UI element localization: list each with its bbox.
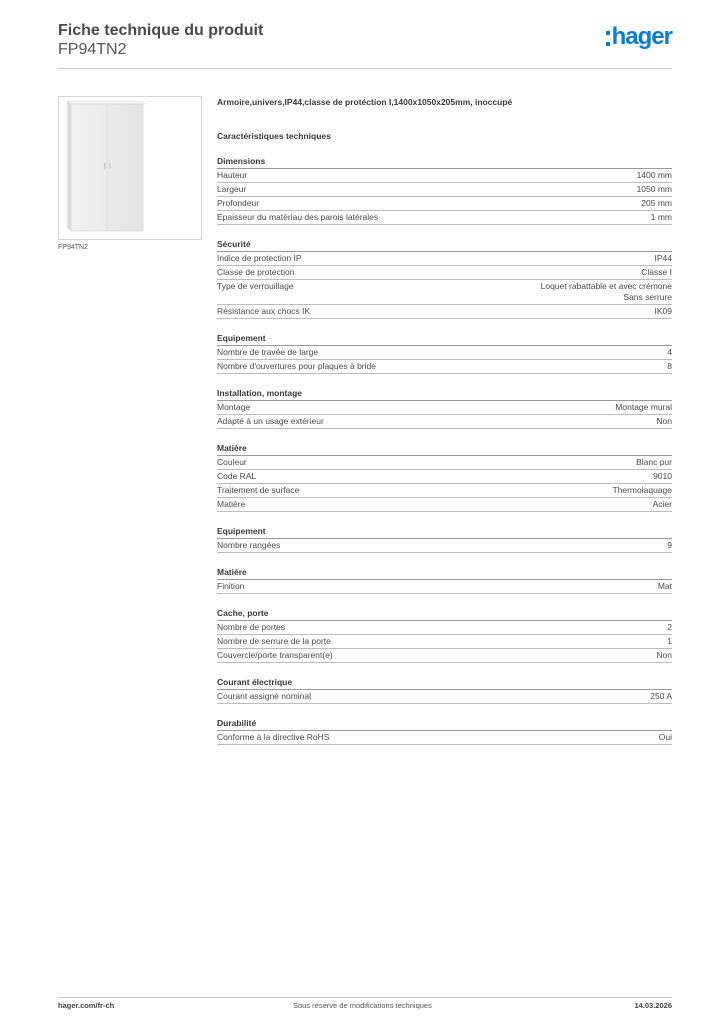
- section-title: Durabilité: [217, 717, 672, 731]
- spec-section: [217, 566, 672, 594]
- hager-logo: [606, 24, 672, 50]
- page-header: [58, 20, 672, 69]
- spec-label: Couleur: [217, 457, 247, 467]
- page-title: Fiche technique du produit: [58, 22, 264, 39]
- spec-value: 1: [667, 636, 672, 646]
- footer-disclaimer: Sous réserve de modifications techniques: [293, 1001, 432, 1010]
- spec-label: Nombre de serrure de la porte: [217, 636, 331, 646]
- spec-row: [217, 197, 672, 211]
- spec-label: Nombre de travée de large: [217, 347, 319, 357]
- logo-dots-icon: [606, 31, 610, 46]
- spec-row: [217, 415, 672, 429]
- spec-row: [217, 635, 672, 649]
- spec-section: [217, 238, 672, 319]
- spec-section: [217, 155, 672, 225]
- spec-section: [217, 607, 672, 663]
- spec-row: [217, 305, 672, 319]
- spec-value: 2: [667, 622, 672, 632]
- spec-value: Non: [656, 416, 672, 426]
- cabinet-illustration: [59, 97, 201, 239]
- spec-value: Blanc pur: [636, 457, 672, 467]
- spec-label: Nombre rangées: [217, 540, 281, 550]
- spec-label: Type de verrouillage: [217, 281, 294, 291]
- spec-row: [217, 360, 672, 374]
- section-title: Sécurité: [217, 238, 672, 252]
- spec-row: [217, 169, 672, 183]
- spec-value: Classe I: [641, 267, 672, 277]
- spec-row: [217, 183, 672, 197]
- spec-label: Courant assigné nominal: [217, 691, 312, 701]
- spec-section: [217, 332, 672, 374]
- spec-label: Montage: [217, 402, 251, 412]
- spec-value: 9010: [653, 471, 672, 481]
- footer-website: hager.com/fr-ch: [58, 1001, 115, 1010]
- spec-label: Couvercle/porte transparent(e): [217, 650, 333, 660]
- spec-row: [217, 470, 672, 484]
- spec-row: [217, 731, 672, 745]
- section-title: Courant électrique: [217, 676, 672, 690]
- spec-label: Hauteur: [217, 170, 248, 180]
- spec-label: Largeur: [217, 184, 247, 194]
- spec-label: Conforme à la directive RoHS: [217, 732, 330, 742]
- spec-section: [217, 387, 672, 429]
- spec-label: Finition: [217, 581, 245, 591]
- product-reference: FP94TN2: [58, 41, 127, 58]
- spec-section: [217, 717, 672, 745]
- spec-value: IK09: [654, 306, 672, 316]
- product-image: [58, 96, 202, 240]
- spec-value: Montage mural: [615, 402, 672, 412]
- spec-content: [217, 96, 672, 745]
- section-title: Installation, montage: [217, 387, 672, 401]
- spec-label: Nombre de portes: [217, 622, 286, 632]
- section-title: Equipement: [217, 525, 672, 539]
- spec-value: 9: [667, 540, 672, 550]
- spec-value: 205 mm: [641, 198, 672, 208]
- spec-value: Oui: [658, 732, 672, 742]
- spec-section: [217, 442, 672, 512]
- spec-label: Code RAL: [217, 471, 257, 481]
- section-title: Equipement: [217, 332, 672, 346]
- spec-row: [217, 621, 672, 635]
- logo-text: hager: [611, 23, 672, 50]
- spec-row: [217, 498, 672, 512]
- spec-row: [217, 401, 672, 415]
- spec-label: Indice de protection IP: [217, 253, 302, 263]
- section-title: Matière: [217, 566, 672, 580]
- spec-label: Epaisseur du matériau des parois latérales: [217, 212, 379, 222]
- spec-label: Résistance aux chocs IK: [217, 306, 311, 316]
- spec-value: 250 A: [650, 691, 672, 701]
- spec-section: [217, 525, 672, 553]
- spec-row: [217, 539, 672, 553]
- footer-date: 14.03.2026: [634, 1001, 672, 1010]
- spec-label: Nombre d'ouvertures pour plaques à bride: [217, 361, 376, 371]
- spec-row: [217, 280, 672, 305]
- spec-value: 1400 mm: [636, 170, 672, 180]
- section-title: Matière: [217, 442, 672, 456]
- section-title: Dimensions: [217, 155, 672, 169]
- spec-row: [217, 484, 672, 498]
- spec-row: [217, 649, 672, 663]
- spec-label: Profondeur: [217, 198, 260, 208]
- spec-row: [217, 211, 672, 225]
- spec-row: [217, 346, 672, 360]
- page-footer: [58, 997, 672, 1012]
- section-title: Cache, porte: [217, 607, 672, 621]
- spec-label: Classe de protection: [217, 267, 295, 277]
- spec-value: 4: [667, 347, 672, 357]
- spec-value: 1050 mm: [636, 184, 672, 194]
- spec-label: Matière: [217, 499, 246, 509]
- product-description: Armoire,univers,IP44,classe de protéction I,1400x1050x205mm, inoccupé: [217, 97, 513, 107]
- spec-label: Traitement de surface: [217, 485, 300, 495]
- characteristics-title: Caractéristiques techniques: [217, 131, 331, 141]
- spec-label: Adapté à un usage extérieur: [217, 416, 324, 426]
- spec-value: Acier: [652, 499, 672, 509]
- image-caption: FP94TN2: [58, 244, 88, 251]
- spec-row: [217, 252, 672, 266]
- spec-value: Non: [656, 650, 672, 660]
- spec-row: [217, 690, 672, 704]
- spec-value: 1 mm: [650, 212, 672, 222]
- spec-value: Mat: [657, 581, 672, 591]
- spec-value: Loquet rabattable et avec crémone Sans serrure: [540, 281, 672, 302]
- spec-value: IP44: [654, 253, 672, 263]
- spec-sections: [217, 155, 672, 745]
- spec-value: 8: [667, 361, 672, 371]
- spec-row: [217, 456, 672, 470]
- spec-row: [217, 580, 672, 594]
- spec-row: [217, 266, 672, 280]
- spec-value: Thermolaquage: [612, 485, 672, 495]
- spec-section: [217, 676, 672, 704]
